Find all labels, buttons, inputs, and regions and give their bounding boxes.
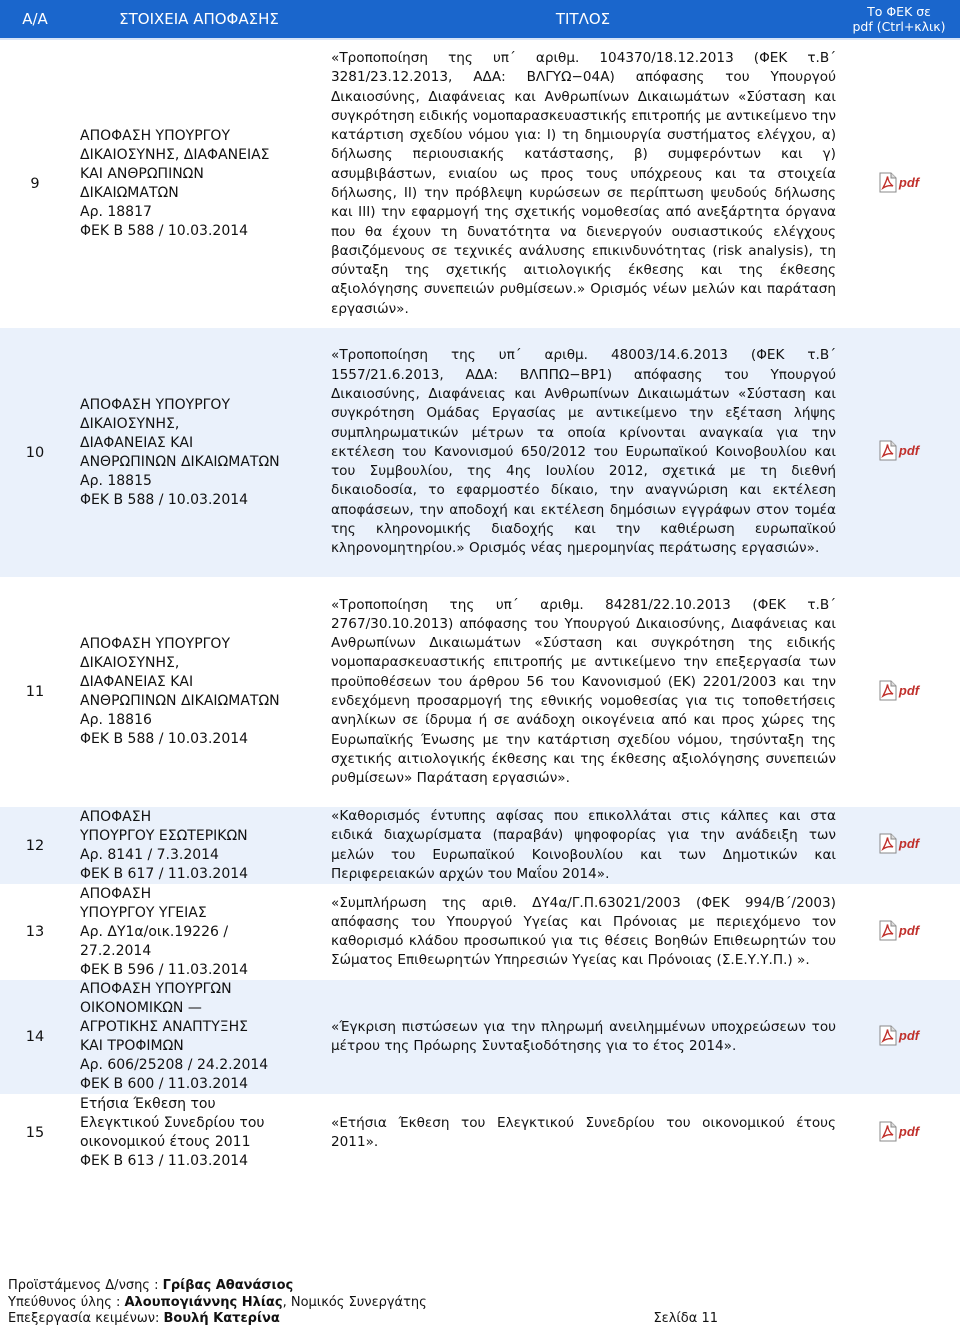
decision-line: οικονομικού έτους 2011 bbox=[80, 1134, 251, 1151]
table-row bbox=[0, 807, 960, 884]
header-num: Α/Α bbox=[0, 0, 70, 39]
decision-title: «Τροποποίηση της υπ΄ αριθμ. 48003/14.6.2013 (ΦΕΚ τ.Β΄ 1557/21.6.2013, ΑΔΑ: ΒΛΠΠΩ−ΒΡ1) απόφασης του Υπουργού Δικαιοσύνης, Διαφάνειας και Ανθρωπίνων Δικαιωμάτων «Σύσταση και συγκρότηση Ομάδας Εργασίας με αντικείμενο την εξέταση λήψης συμπληρωματικών μέτρων τα οποία κρίνονται αναγκαία για την εκτέλεση του Κανονισμού 650/2012 του Ευρωπαϊκού Κοινοβουλίου και του Συμβουλίου, της 4ης Ιουλίου 2012, σχετικά με τη διεθνή δικαιοδοσία, το εφαρμοστέο δίκαιο, την αναγνώριση και εκτέλεση αποφάσεων, την αποδοχή και εκτέλεση δημόσιων εγγράφων στον τομέα της κληρονομικής διαδοχής και την καθιέρωση ευρωπαϊκού κληρονομητηρίου.» Ορισμός νέας ημερομηνίας περάτωσης εργασιών». bbox=[328, 328, 838, 577]
row-number: 10 bbox=[0, 328, 70, 577]
pdf-link[interactable] bbox=[879, 172, 919, 193]
row-number: 9 bbox=[0, 39, 70, 328]
pdf-label: pdf bbox=[898, 443, 920, 458]
decision-details bbox=[70, 807, 328, 884]
decision-line: ΔΙΚΑΙΩΜΑΤΩΝ bbox=[80, 185, 179, 201]
decision-line: Αρ. ΔΥ1α/οικ.19226 / bbox=[80, 923, 229, 940]
table-row bbox=[0, 577, 960, 807]
footer-editor-name: Αλουπογιάννης Ηλίας bbox=[124, 1294, 283, 1310]
decision-line: ΦΕΚ Β 600 / 11.03.2014 bbox=[80, 1076, 249, 1093]
decision-line: ΚΑΙ ΤΡΟΦΙΜΩΝ bbox=[80, 1038, 184, 1055]
decision-line: ΑΠΟΦΑΣΗ ΥΠΟΥΡΓΟΥ bbox=[80, 128, 231, 144]
pdf-link[interactable] bbox=[879, 680, 919, 701]
decision-line: ΑΓΡΟΤΙΚΗΣ ΑΝΑΠΤΥΞΗΣ bbox=[80, 1019, 248, 1036]
decision-line: ΑΝΘΡΩΠΙΝΩΝ ΔΙΚΑΙΩΜΑΤΩΝ bbox=[80, 453, 280, 470]
pdf-link[interactable] bbox=[879, 440, 919, 461]
decision-details bbox=[70, 328, 328, 577]
decision-line: ΟΙΚΟΝΟΜΙΚΩΝ — bbox=[80, 1000, 202, 1017]
decision-line: ΑΠΟΦΑΣΗ bbox=[80, 885, 152, 902]
decision-line: ΥΠΟΥΡΓΟΥ ΥΓΕΙΑΣ bbox=[80, 904, 207, 921]
decision-line: ΑΠΟΦΑΣΗ ΥΠΟΥΡΓΟΥ bbox=[80, 396, 231, 413]
pdf-cell bbox=[838, 884, 960, 980]
decision-line: ΑΠΟΦΑΣΗ ΥΠΟΥΡΓΩΝ bbox=[80, 981, 232, 998]
header-decision: ΣΤΟΙΧΕΙΑ ΑΠΟΦΑΣΗΣ bbox=[70, 0, 328, 39]
pdf-cell bbox=[838, 1094, 960, 1172]
decision-details bbox=[70, 884, 328, 980]
decision-line: 27.2.2014 bbox=[80, 942, 152, 959]
row-number: 11 bbox=[0, 577, 70, 807]
decision-details bbox=[70, 980, 328, 1094]
decision-line: ΦΕΚ Β 588 / 10.03.2014 bbox=[80, 731, 249, 747]
decision-line: Αρ. 606/25208 / 24.2.2014 bbox=[80, 1057, 269, 1074]
header-title: ΤΙΤΛΟΣ bbox=[328, 0, 838, 39]
decision-line: ΦΕΚ Β 588 / 10.03.2014 bbox=[80, 491, 249, 508]
header-pdf-line2: pdf (Ctrl+κλικ) bbox=[852, 19, 946, 34]
pdf-label: pdf bbox=[898, 682, 920, 698]
row-number: 13 bbox=[0, 884, 70, 980]
decision-details bbox=[70, 39, 328, 328]
footer-editor-role: , Νομικός Συνεργάτης bbox=[282, 1294, 427, 1310]
pdf-file-icon bbox=[879, 172, 897, 193]
pdf-label: pdf bbox=[898, 1027, 920, 1043]
footer-processing-label: Επεξεργασία κειμένων: bbox=[8, 1311, 164, 1326]
pdf-cell bbox=[838, 328, 960, 577]
header-pdf bbox=[838, 0, 960, 39]
decision-line: ΔΙΚΑΙΟΣΥΝΗΣ, bbox=[80, 415, 180, 432]
decision-details bbox=[70, 1094, 328, 1172]
decision-line: Αρ. 18816 bbox=[80, 712, 152, 728]
table-row bbox=[0, 328, 960, 577]
decision-line: Ελεγκτικού Συνεδρίου του bbox=[80, 1115, 265, 1132]
decision-line: ΚΑΙ ΑΝΘΡΩΠΙΝΩΝ bbox=[80, 166, 204, 182]
page-number: Σελίδα 11 bbox=[653, 1311, 718, 1326]
pdf-link[interactable] bbox=[879, 920, 919, 941]
decision-line: ΑΠΟΦΑΣΗ bbox=[80, 808, 152, 825]
decision-title: «Συμπλήρωση της αριθ. ΔΥ4α/Γ.Π.63021/2003 (ΦΕΚ 994/Β΄/2003) απόφασης του Υπουργού Υγείας και Πρόνοιας με περιεχόμενο τον καθορισμό κλάδου προσωπικού για τις θέσεις Βοηθών Επιθεωρητών του Σώματος Επιθεωρητών Υπηρεσιών Υγείας και Πρόνοιας (Σ.Ε.Υ.Υ.Π.) ». bbox=[328, 884, 838, 980]
row-number: 14 bbox=[0, 980, 70, 1094]
decision-line: ΦΕΚ Β 613 / 11.03.2014 bbox=[80, 1153, 249, 1170]
decision-title: «Καθορισμός έντυπης αφίσας που επικολλάται στις κάλπες και στα ειδικά διαχωρίσματα (παραβάν) ψηφοφορίας για την ανάδειξη των μελών του Ευρωπαϊκού Κοινοβουλίου και των Δημοτικών και Περιφερειακών αρχών του Μαΐου 2014». bbox=[328, 807, 838, 884]
table-row bbox=[0, 980, 960, 1094]
decision-title: «Τροποποίηση της υπ΄ αριθμ. 104370/18.12.2013 (ΦΕΚ τ.Β΄ 3281/23.12.2013, ΑΔΑ: ΒΛΓΥΩ−04Α) απόφασης του Υπουργού Δικαιοσύνης, Διαφάνειας και Ανθρωπίνων Δικαιωμάτων «Σύσταση και συγκρότηση ειδικής νομοπαρασκευαστικής επιτροπής με αντικείμενο την κατάρτιση σχεδίου νόμου για: Ι) τη δημιουργία συστήματος ελέγχου, α) δήλωσης περιουσιακής κατάστασης, β) συμφερόντων και γ) ασυμβιβάστων, ενιαίου ως προς τους υπόχρεους και τα στοιχεία δήλωσης, ΙΙ) την πρόβλεψη κυρώσεων σε περίπτωση ψευδούς δήλωσης και ΙΙΙ) την εφαρμογή της σχετικής νομοθεσίας από ανεξάρτητα όργανα που θα έχουν τη δυνατότητα να διενεργούν ουσιαστικούς ελέγχους βασιζόμενους σε τεχνικές ανάλυσης επικινδυνότητας (risk analysis), τη σύνταξη της σχετικής αιτιολογικής έκθεσης και της έκθεσης αξιολόγησης συνεπειών ρυθμίσεων.» Ορισμός νέων μελών και παράταση εργασιών». bbox=[328, 39, 838, 328]
table-row bbox=[0, 39, 960, 328]
pdf-file-icon bbox=[879, 920, 897, 941]
pdf-cell bbox=[838, 577, 960, 807]
pdf-link[interactable] bbox=[879, 1025, 919, 1046]
decision-line: ΦΕΚ Β 588 / 10.03.2014 bbox=[80, 223, 249, 239]
footer-line-2 bbox=[8, 1295, 948, 1312]
pdf-link[interactable] bbox=[879, 1121, 919, 1142]
pdf-label: pdf bbox=[898, 922, 920, 938]
decision-line: ΔΙΑΦΑΝΕΙΑΣ ΚΑΙ bbox=[80, 674, 194, 690]
footer bbox=[8, 1278, 948, 1328]
footer-director-name: Γρίβας Αθανάσιος bbox=[162, 1278, 294, 1293]
footer-processing-name: Βουλή Κατερίνα bbox=[163, 1311, 280, 1326]
table-header bbox=[0, 0, 960, 39]
decision-line: ΦΕΚ Β 596 / 11.03.2014 bbox=[80, 961, 249, 978]
pdf-label: pdf bbox=[898, 1123, 920, 1139]
decision-line: Αρ. 8141 / 7.3.2014 bbox=[80, 846, 219, 863]
pdf-cell bbox=[838, 807, 960, 884]
footer-line-1 bbox=[8, 1278, 948, 1295]
pdf-file-icon bbox=[879, 680, 897, 701]
pdf-label: pdf bbox=[898, 836, 920, 852]
decision-line: ΥΠΟΥΡΓΟΥ ΕΣΩΤΕΡΙΚΩΝ bbox=[80, 827, 248, 844]
pdf-file-icon bbox=[879, 1121, 897, 1142]
decision-line: ΔΙΑΦΑΝΕΙΑΣ ΚΑΙ bbox=[80, 434, 194, 451]
pdf-file-icon bbox=[879, 440, 897, 461]
decision-title: «Ετήσια Έκθεση του Ελεγκτικού Συνεδρίου του οικονομικού έτους 2011». bbox=[328, 1094, 838, 1172]
footer-director-label: Προϊστάμενος Δ/νσης : bbox=[8, 1278, 163, 1293]
decision-line: ΔΙΚΑΙΟΣΥΝΗΣ, bbox=[80, 655, 180, 671]
decision-line: Αρ. 18817 bbox=[80, 204, 152, 220]
decision-line: ΦΕΚ Β 617 / 11.03.2014 bbox=[80, 865, 249, 882]
pdf-label: pdf bbox=[898, 174, 920, 190]
decision-title: «Έγκριση πιστώσεων για την πληρωμή ανειλημμένων υποχρεώσεων του μέτρου της Πρόωρης Συνταξιοδότησης για το έτος 2014». bbox=[328, 980, 838, 1094]
table-row bbox=[0, 884, 960, 980]
footer-line-3 bbox=[8, 1311, 948, 1328]
decision-line: Αρ. 18815 bbox=[80, 472, 152, 489]
decision-details bbox=[70, 577, 328, 807]
pdf-link[interactable] bbox=[879, 833, 919, 854]
table-row bbox=[0, 1094, 960, 1172]
decision-line: Ετήσια Έκθεση του bbox=[80, 1096, 216, 1113]
pdf-file-icon bbox=[879, 1025, 897, 1046]
decision-line: ΑΠΟΦΑΣΗ ΥΠΟΥΡΓΟΥ bbox=[80, 636, 231, 652]
decision-line: ΔΙΚΑΙΟΣΥΝΗΣ, ΔΙΑΦΑΝΕΙΑΣ bbox=[80, 147, 270, 163]
footer-editor-label: Υπεύθυνος ύλης : bbox=[8, 1294, 125, 1310]
row-number: 12 bbox=[0, 807, 70, 884]
pdf-file-icon bbox=[879, 833, 897, 854]
decision-line: ΑΝΘΡΩΠΙΝΩΝ ΔΙΚΑΙΩΜΑΤΩΝ bbox=[80, 693, 280, 709]
pdf-cell bbox=[838, 39, 960, 328]
row-number: 15 bbox=[0, 1094, 70, 1172]
pdf-cell bbox=[838, 980, 960, 1094]
decision-title: «Τροποποίηση της υπ΄ αριθμ. 84281/22.10.2013 (ΦΕΚ τ.Β΄ 2767/30.10.2013) απόφασης του Υπουργού Δικαιοσύνης, Διαφάνειας και Ανθρωπίνων Δικαιωμάτων «Σύσταση και συγκρότηση της ειδικής νομοπαρασκευαστικής επιτροπής με αντικείμενο την επεξεργασία των προϋποθέσεων του άρθρου 56 του Κανονισμού (ΕΚ) 2201/2003 και την ενδεχόμενη προσαρμογή της εθνικής νομοθεσίας για τις τοποθετήσεις ανηλίκων σε ίδρυμα ή σε ανάδοχη οικογένεια από και προς χώρες της Ευρωπαϊκής Ένωσης με την κατάρτιση σχεδίου νόμου, τησύνταξη της σχετικής αιτιολογικής έκθεσης και της έκθεσης αξιολόγησης συνεπειών ρυθμίσεων» Παράταση εργασιών». bbox=[328, 577, 838, 807]
header-pdf-line1: Το ΦΕΚ σε bbox=[867, 4, 931, 19]
